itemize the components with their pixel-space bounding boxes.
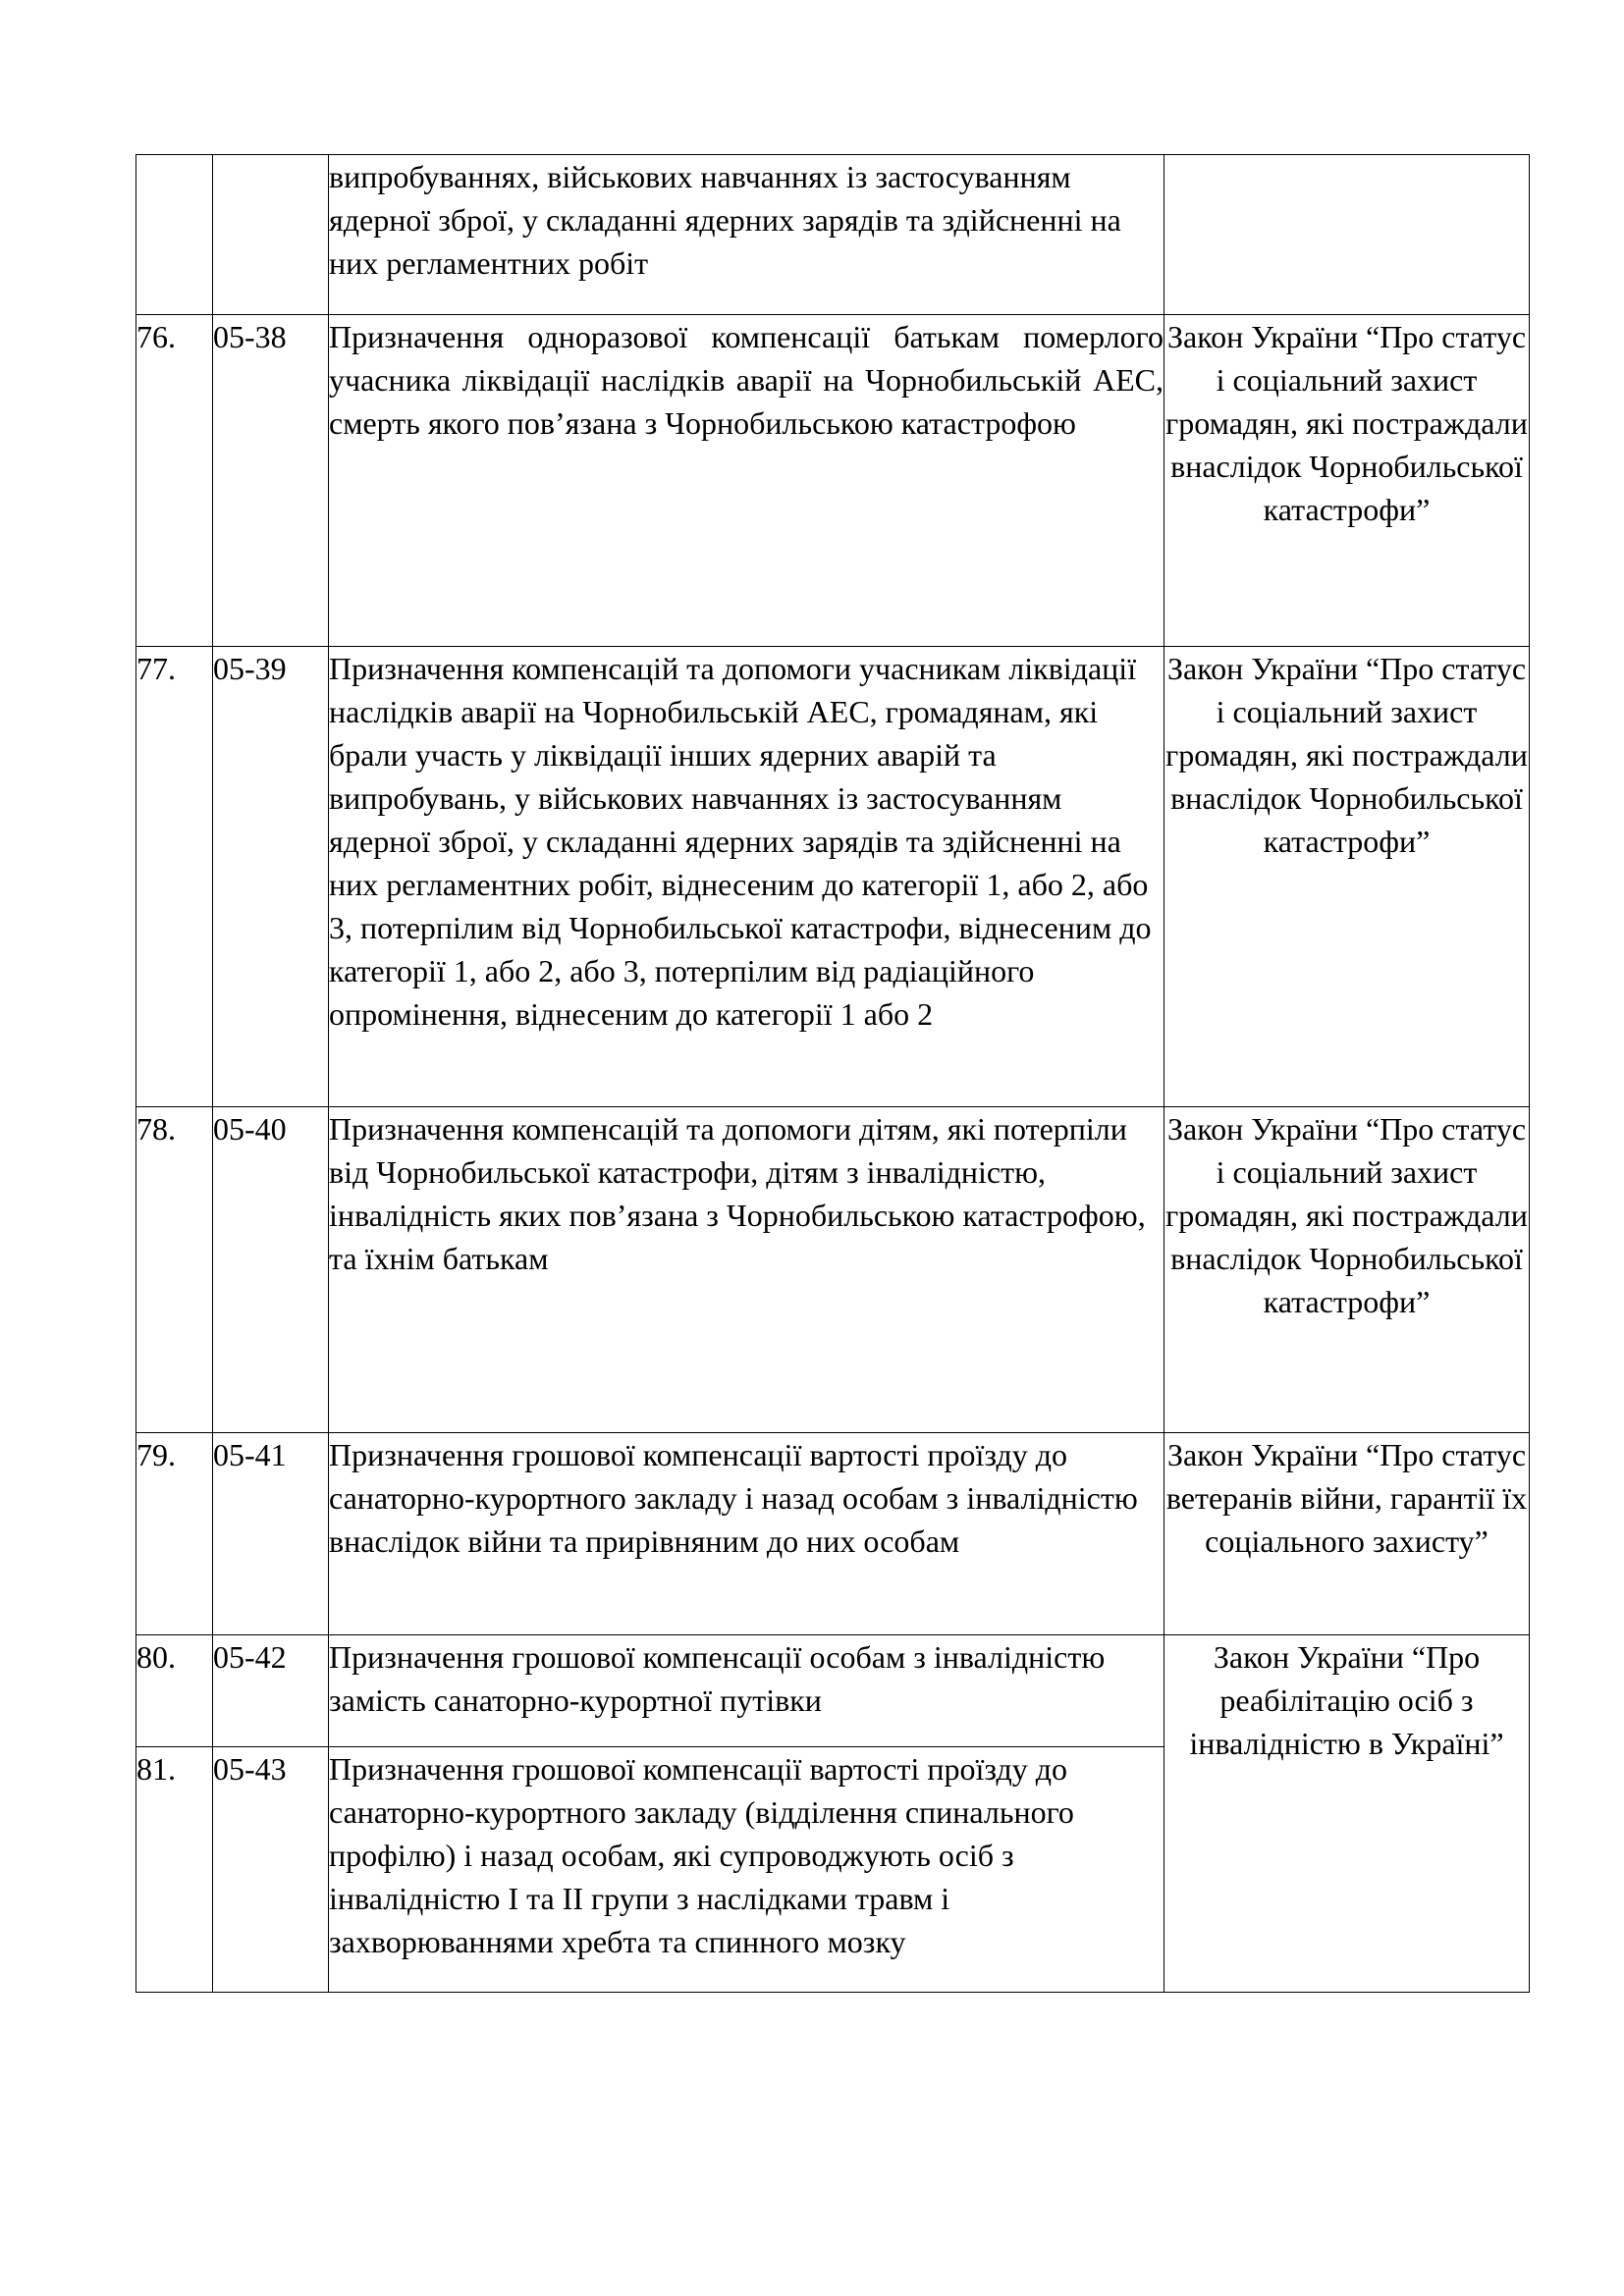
row-number: 79. — [136, 1433, 213, 1635]
table-row — [136, 1635, 1530, 1747]
service-description: Призначення компенсацій та допомоги учасникам ліквідації наслідків аварії на Чорнобильській АЕС, громадянам, які брали участь у ліквідації інших ядерних аварій та випробувань, у військових навчаннях із застосуванням ядерної зброї, у складанні ядерних зарядів та здійсненні на них регламентних робіт, віднесеним до категорії 1, або 2, або 3, потерпілим від Чорнобильської катастрофи, віднесеним до категорії 1, або 2, або 3, потерпілим від радіаційного опромінення, віднесеним до категорії 1 або 2 — [329, 647, 1164, 1107]
table-row — [136, 155, 1530, 315]
legal-basis-text: Закон України “Про статус ветеранів війни, гарантії їх соціального захисту” — [1165, 1437, 1528, 1559]
service-code: 05-43 — [213, 1747, 329, 1993]
service-code: 05-41 — [213, 1433, 329, 1635]
row-number: 76. — [136, 315, 213, 647]
table-row — [136, 315, 1530, 647]
legal-basis-text: Закон України “Про реабілітацію осіб з інвалідністю в Україні” — [1189, 1639, 1504, 1761]
service-description: Призначення грошової компенсації особам з інвалідністю замість санаторно-курортної путівки — [329, 1635, 1164, 1747]
service-description: Призначення грошової компенсації вартості проїзду до санаторно-курортного закладу і назад особам з інвалідністю внаслідок війни та прирівняним до них особам — [329, 1433, 1164, 1635]
legal-basis — [1164, 647, 1530, 1107]
row-number: 80. — [136, 1635, 213, 1747]
legal-basis — [1164, 315, 1530, 647]
service-code: 05-39 — [213, 647, 329, 1107]
legal-basis — [1164, 1107, 1530, 1433]
service-code: 05-40 — [213, 1107, 329, 1433]
row-number: 81. — [136, 1747, 213, 1993]
legal-basis-text: Закон України “Про статус і соціальний захист громадян, які постраждали внаслідок Чорнобильської катастрофи” — [1165, 1111, 1528, 1319]
table-row — [136, 647, 1530, 1107]
service-description: Призначення компенсацій та допомоги дітям, які потерпіли від Чорнобильської катастрофи, дітям з інвалідністю, інвалідність яких пов’язана з Чорнобильською катастрофою, та їхнім батькам — [329, 1107, 1164, 1433]
service-description: Призначення одноразової компенсації батькам померлого учасника ліквідації наслідків аварії на Чорнобильській АЕС, смерть якого пов’язана з Чорнобильською катастрофою — [329, 315, 1164, 647]
row-number — [136, 155, 213, 315]
service-code: 05-38 — [213, 315, 329, 647]
legal-basis-text: Закон України “Про статус і соціальний захист громадян, які постраждали внаслідок Чорнобильської катастрофи” — [1165, 651, 1528, 859]
service-description: випробуваннях, військових навчаннях із застосуванням ядерної зброї, у складанні ядерних зарядів та здійсненні на них регламентних робіт — [329, 155, 1164, 315]
table-row — [136, 1107, 1530, 1433]
row-number: 78. — [136, 1107, 213, 1433]
legal-basis — [1164, 155, 1530, 315]
service-code — [213, 155, 329, 315]
legal-basis — [1164, 1433, 1530, 1635]
legal-basis-text: Закон України “Про статус і соціальний захист громадян, які постраждали внаслідок Чорнобильської катастрофи” — [1165, 319, 1528, 527]
service-description: Призначення грошової компенсації вартості проїзду до санаторно-курортного закладу (відділення спинального профілю) і назад особам, які супроводжують осіб з інвалідністю І та ІІ групи з наслідками травм і захворюваннями хребта та спинного мозку — [329, 1747, 1164, 1993]
legal-basis — [1164, 1635, 1530, 1993]
service-code: 05-42 — [213, 1635, 329, 1747]
table-row — [136, 1433, 1530, 1635]
services-table — [135, 154, 1530, 1993]
row-number: 77. — [136, 647, 213, 1107]
